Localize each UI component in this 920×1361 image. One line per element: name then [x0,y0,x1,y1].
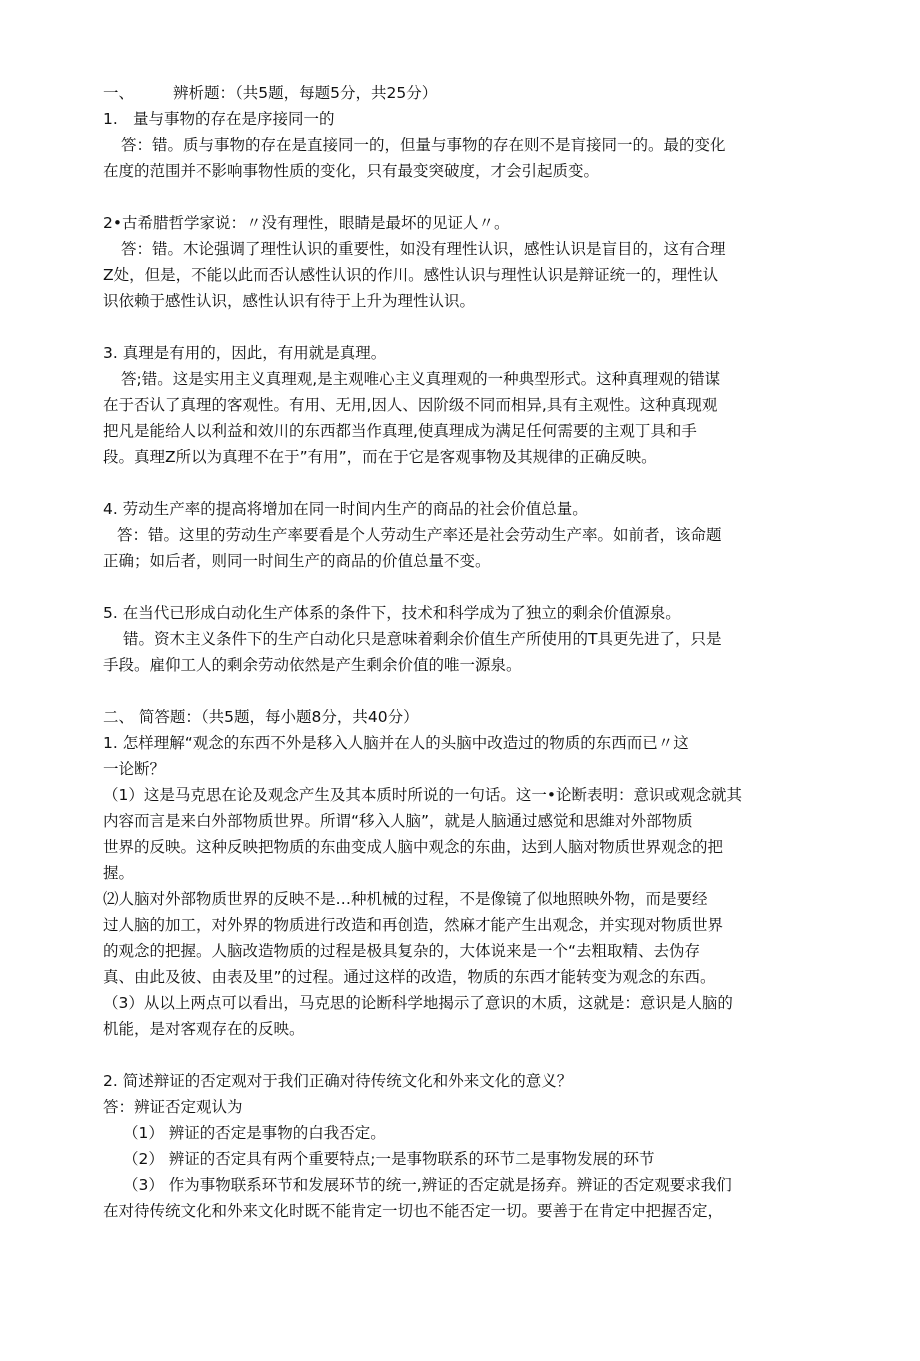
s1-q1-answer-line: 在度的范围并不影响事物性质的变化，只有最变突破度，才会引起质变。 [103,162,600,180]
s2-q1-answer-line: 的观念的把握。人脑改造物质的过程是极具复杂的，大体说来是一个“去粗取精、去伪存 [103,942,701,960]
s2-q2-point: （3） 作为事物联系环节和发展环节的统一,辨证的否定就是扬弃。辨证的否定观要求我们 [123,1176,732,1194]
spacer [103,678,815,704]
s2-q1-answer-line: 过人脑的加工，对外界的物质进行改造和再创造，然麻才能产生出观念，并实现对物质世界 [103,916,724,934]
s2-q1-answer-line: 真、由此及彼、由表及里”的过程。通过这样的改造，物质的东西才能转变为观念的东西。 [103,968,716,986]
s1-q4-answer-line: 答：错。这里的劳动生产率要看是个人劳动生产率还是社会劳动生产率。如前者，该命题 [117,526,722,544]
s1-q3-answer-line: 把凡是能给人以利益和效川的东西都当作真理,使真理成为满足任何需要的主观丁具和手 [103,422,697,440]
s1-q1-question [103,106,815,132]
s2-q1-answer-line: 握。 [103,864,135,882]
s2-q1-answer-line: ⑵人脑对外部物质世界的反映不是…种机械的过程，不是像镜了似地照映外物，而是要经 [103,890,708,908]
s1-q5-question: 5. 在当代已形成白动化生产体系的条件下，技术和科学成为了独立的剩余价值源泉。 [103,604,681,622]
s1-q5-answer-line: 手段。雇仰工人的剩余劳动依然是产生剩余价值的唯一源泉。 [103,656,522,674]
s1-q1-text: 量与事物的存在是序接同一的 [133,110,335,128]
s2-q1-question-line: 一论断？ [103,760,166,778]
document-page [103,80,815,1224]
spacer [103,574,815,600]
s1-q1-answer-line: 答：错。质与事物的存在是直接同一的，但量与事物的存在则不是肓接同一的。最的变化 [121,136,726,154]
s2-q2-question: 2. 简述辩证的否定观对于我们正确对待传统文化和外来文化的意义？ [103,1072,573,1090]
section1-title: 辨析题：（共5题，每题5分，共25分） [173,84,438,102]
spacer [103,314,815,340]
section1-number: 一、 [103,84,135,102]
spacer [103,1042,815,1068]
s2-q1-answer-line: 内容而言是来白外部物质世界。所谓“移入人脑”，就是人脑通过感觉和思維对外部物质 [103,812,693,830]
s1-q4-answer-line: 正确；如后者，则同一时间生产的商品的价值总量不变。 [103,552,491,570]
s1-q5-answer-line: 错。资木主义条件下的生产白动化只是意味着剩余价值生产所使用的T具更先进了，只是 [123,630,722,648]
s2-q1-answer-line: （1）这是马克思在论及观念产生及其本质时所说的一句话。这一•论断表明：意识或观念就其 [103,786,743,804]
s2-q2-closing: 在对待传统文化和外来文化时既不能肯定一切也不能否定一切。要善于在肯定中把握否定， [103,1202,724,1220]
s1-q4-question: 4. 劳动生产率的提高将增加在同一时间内生产的商品的社会价值总量。 [103,500,588,518]
s1-q2-answer-line: 答：错。木论强调了理性认识的重要性，如没有理性认识，感性认识是盲目的，这有合理 [121,240,726,258]
s1-q1-number: 1. [103,110,118,128]
s2-q1-answer-line: 世界的反映。这种反映把物质的东曲变成人脑中观念的东曲，达到人脑对物质世界观念的把 [103,838,724,856]
s2-q2-point: （2） 辨证的否定具有两个重要特点;一是事物联系的环节二是事物发展的环节 [123,1150,655,1168]
s2-q2-point: （1） 辨证的否定是事物的白我否定。 [123,1124,386,1142]
s1-q3-answer-line: 在于否认了真理的客观性。有用、无用,因人、因阶级不同而相异,具有主观性。这种真现观 [103,396,718,414]
spacer [103,184,815,210]
section2-heading: 二、 简答题：（共5题，每小题8分，共40分） [103,708,419,726]
s2-q2-answer-intro: 答：辨证否定观认为 [103,1098,243,1116]
s1-q3-answer-line: 答;错。这是实用主义真理观,是主观唯心主义真理观的一种典型形式。这种真理观的错谋 [121,370,721,388]
section1-heading [103,80,815,106]
s2-q1-question-line: 1. 怎样理解“观念的东西不外是移入人脑并在人的头脑中改造过的物质的东西而已〃这 [103,734,689,752]
s2-q1-answer-line: 机能，是对客观存在的反映。 [103,1020,305,1038]
s1-q3-answer-line: 段。真理Z所以为真理不在于”有用”，而在于它是客观事物及其规律的正确反映。 [103,448,657,466]
s2-q1-answer-line: （3）从以上两点可以看出，马克思的论断科学地揭示了意识的木质，这就是：意识是人脑的 [103,994,733,1012]
s1-q2-answer-line: Z处，但是，不能以此而否认感性认识的作川。感性认识与理性认识是辩证统一的，理性认 [103,266,719,284]
s1-q3-question: 3. 真理是有用的，因此，有用就是真理。 [103,344,387,362]
s1-q2-question: 2•古希腊哲学家说：〃没有理性，眼睛是最坏的见证人〃。 [103,214,510,232]
spacer [103,470,815,496]
s1-q2-answer-line: 识依赖于感性认识，感性认识有待于上升为理性认识。 [103,292,476,310]
